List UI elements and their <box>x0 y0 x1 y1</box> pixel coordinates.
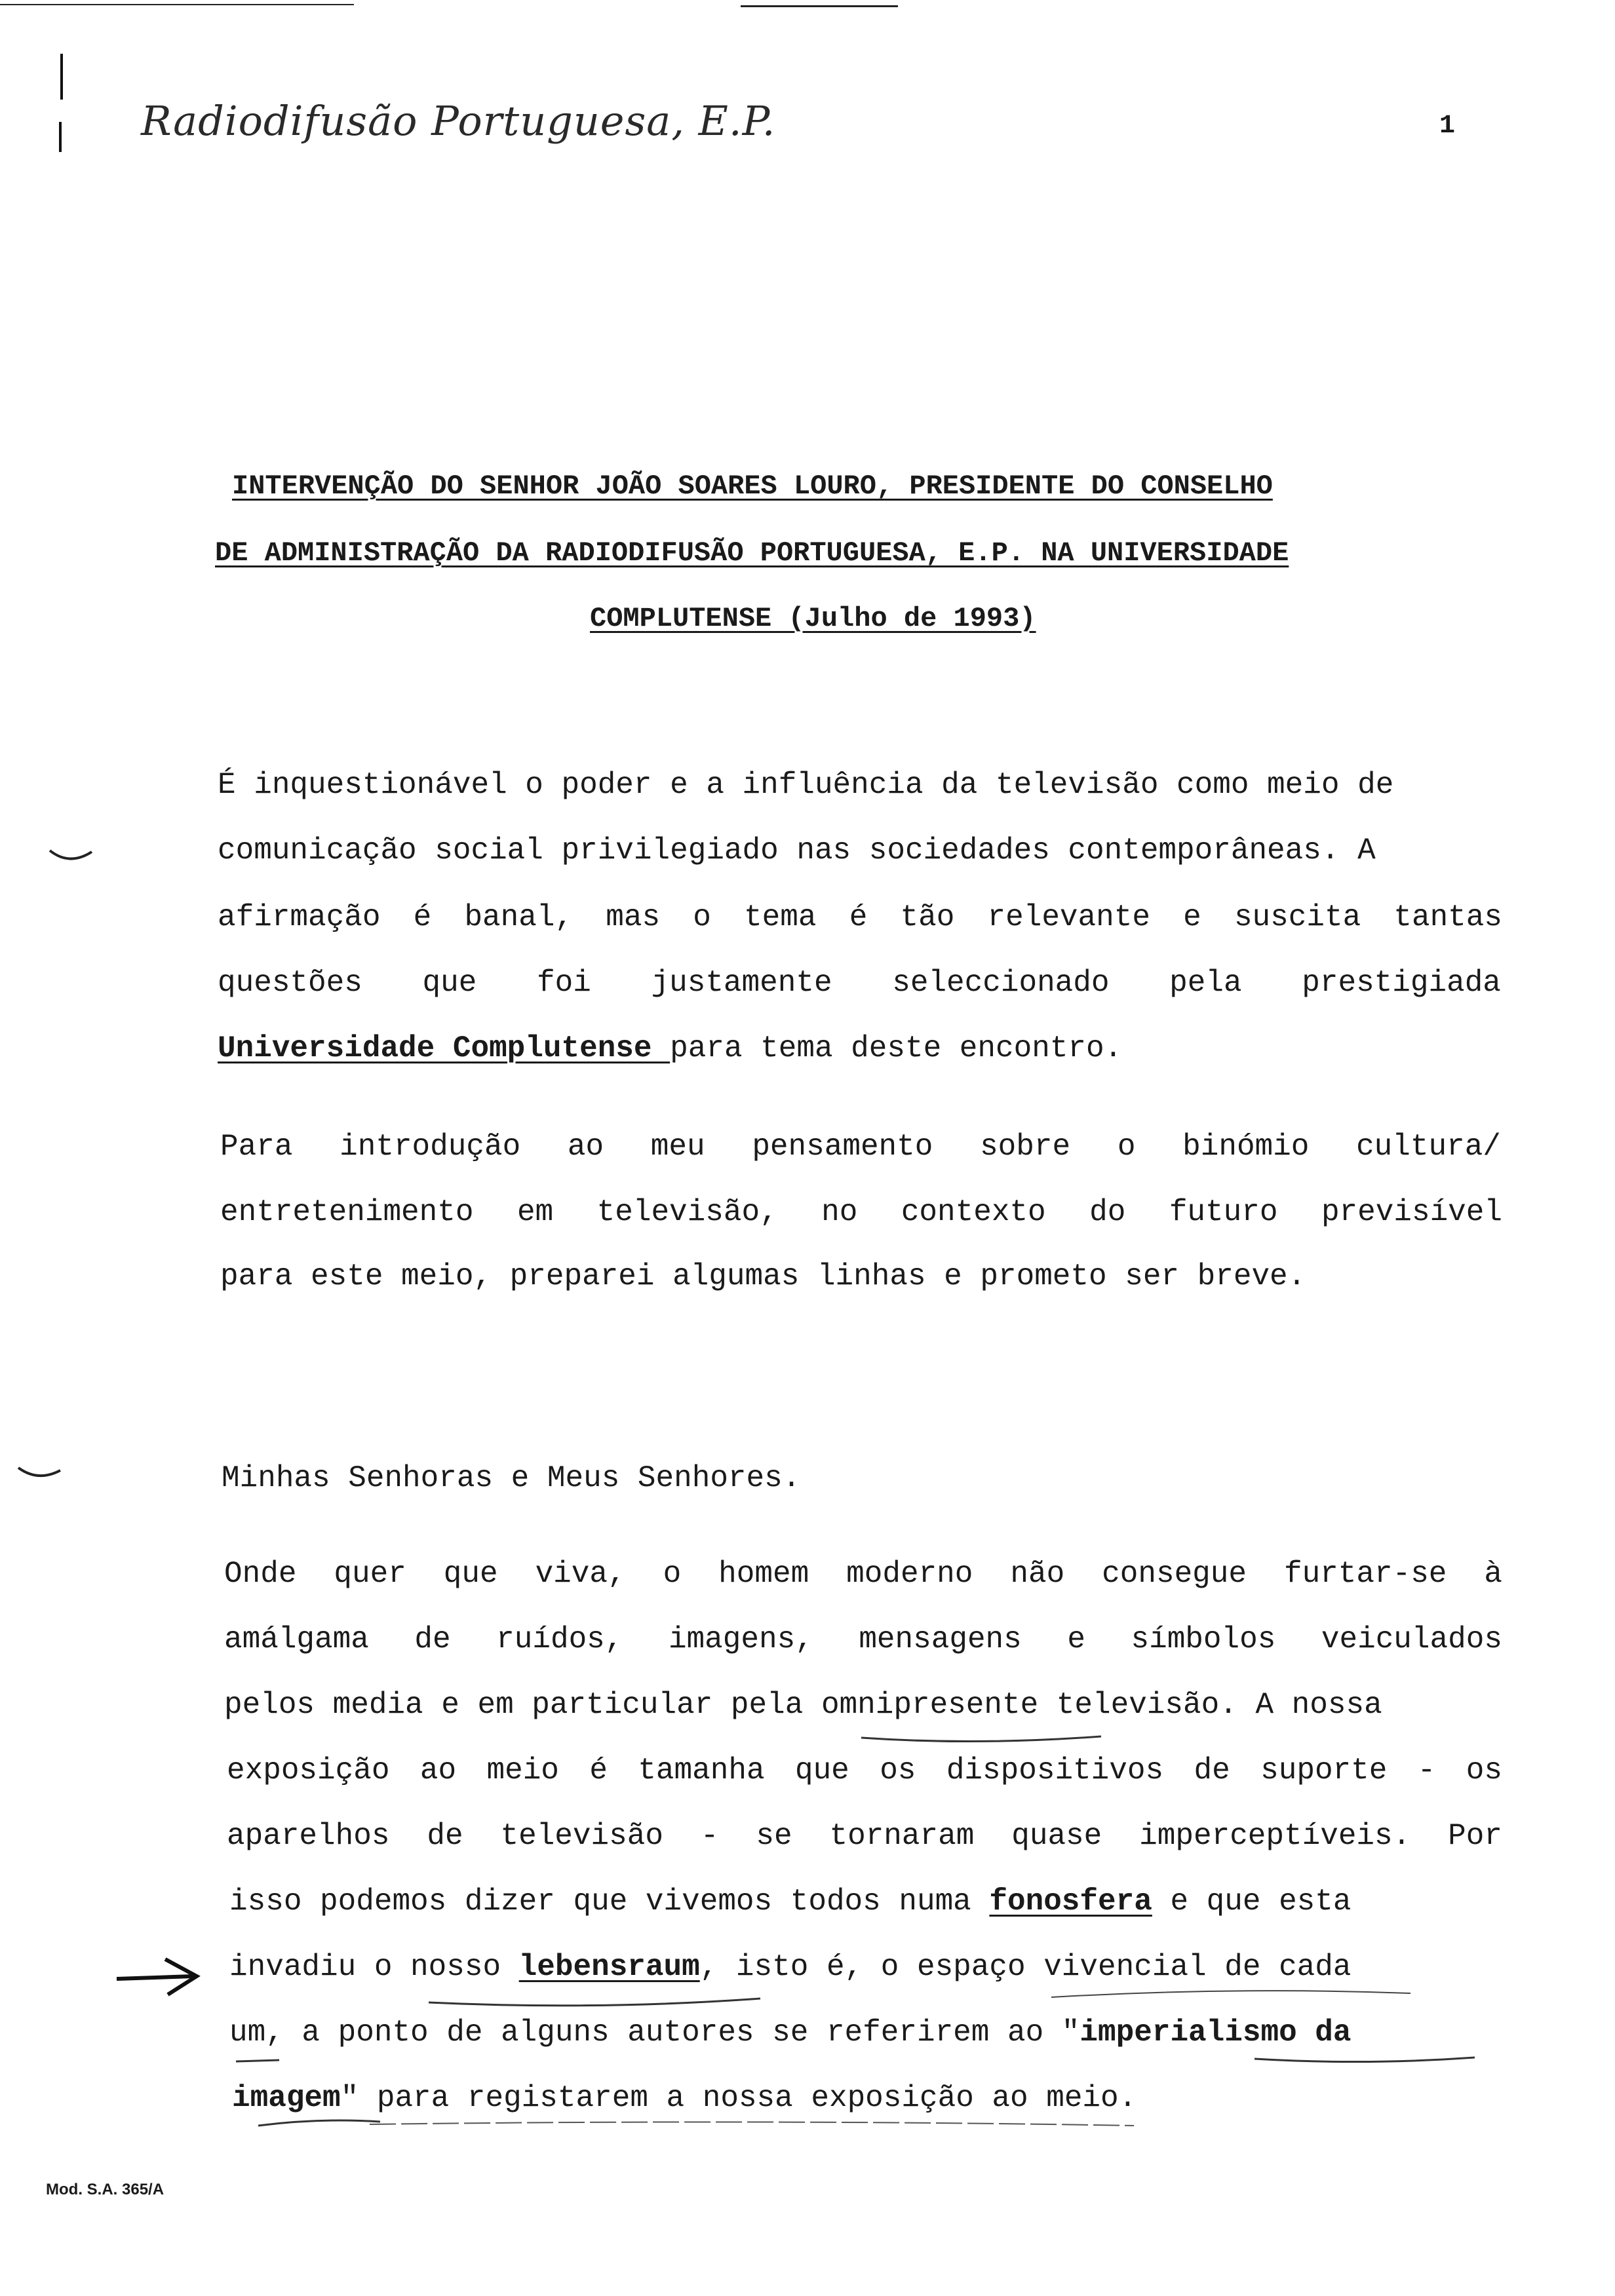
word: exposição <box>227 1753 390 1788</box>
word: consegue <box>1102 1557 1247 1591</box>
title-line-3: COMPLUTENSE (Julho de 1993) <box>590 603 1036 634</box>
word: binómio <box>1182 1130 1310 1164</box>
paragraph1-line-4 <box>218 966 1501 1000</box>
emphasis-fonosfera: fonosfera <box>989 1885 1152 1919</box>
handwritten-underline-omnipresente <box>859 1730 1108 1750</box>
paragraph1-line-2: comunicação social privilegiado nas sociedades contemporâneas. A <box>218 833 1376 868</box>
word: o <box>663 1557 682 1591</box>
word: se <box>756 1819 792 1853</box>
word: quer <box>334 1557 406 1591</box>
paragraph1-line-5 <box>218 1031 1122 1065</box>
word: amálgama <box>224 1622 369 1656</box>
word: previsível <box>1321 1195 1502 1229</box>
text: para tema deste encontro. <box>670 1031 1123 1065</box>
handwritten-underline-um <box>233 2055 286 2068</box>
margin-mark-top <box>60 54 63 100</box>
paragraph3-line-4 <box>227 1753 1502 1788</box>
word: meu <box>650 1130 705 1164</box>
handwritten-underline-nosso <box>426 1991 767 2017</box>
emphasis-lebensraum: lebensraum <box>518 1950 700 1984</box>
title-line-2: DE ADMINISTRAÇÃO DA RADIODIFUSÃO PORTUGUESA, E.P. NA UNIVERSIDADE <box>215 537 1289 569</box>
word: televisão, <box>596 1195 778 1229</box>
word: justamente <box>651 966 832 1000</box>
word: é <box>589 1753 608 1788</box>
handwritten-underline-espaco-vivencial <box>1049 1984 1416 2004</box>
page-number: 1 <box>1439 111 1456 141</box>
emphasis-imperialismo-da: imperialismo da <box>1080 2016 1352 2050</box>
word: que <box>443 1557 498 1591</box>
word: televisão <box>500 1819 663 1853</box>
word: tornaram <box>829 1819 975 1853</box>
word: que <box>794 1753 849 1788</box>
word: suporte <box>1260 1753 1388 1788</box>
paragraph3-line-8 <box>229 2016 1352 2050</box>
salutation: Minhas Senhoras e Meus Senhores. <box>222 1461 801 1495</box>
paragraph3-line-9 <box>232 2081 1137 2115</box>
word: contexto <box>901 1195 1046 1229</box>
handwritten-underline-imperialismo <box>1252 2051 1481 2071</box>
word: dispositivos <box>946 1753 1164 1788</box>
paragraph1-line-3: afirmação é banal, mas o tema é tão relevante e suscita tantas <box>218 900 1502 934</box>
word: sobre <box>980 1130 1071 1164</box>
paragraph1-line-1: É inquestionável o poder e a influência da televisão como meio de <box>218 768 1394 802</box>
word: moderno <box>846 1557 973 1591</box>
word: - <box>700 1819 719 1853</box>
word: Por <box>1448 1819 1502 1853</box>
word: o <box>1117 1130 1136 1164</box>
word: no <box>821 1195 858 1229</box>
word: seleccionado <box>892 966 1110 1000</box>
paragraph3-line-7 <box>229 1950 1351 1984</box>
margin-arrow-icon <box>113 1954 204 2000</box>
margin-tick-mark-1 <box>46 845 98 871</box>
paragraph3-line-6 <box>229 1885 1352 1919</box>
word: entretenimento <box>220 1195 474 1229</box>
title-line-1: INTERVENÇÃO DO SENHOR JOÃO SOARES LOURO, PRESIDENTE DO CONSELHO <box>232 470 1273 502</box>
paragraph3-line-3: pelos media e em particular pela omnipresente televisão. A nossa <box>224 1688 1382 1722</box>
word: quase <box>1011 1819 1102 1853</box>
text: invadiu o nosso <box>229 1950 519 1984</box>
word: símbolos <box>1131 1622 1276 1656</box>
word: Onde <box>224 1557 297 1591</box>
paragraph3-line-5 <box>227 1819 1502 1853</box>
word: os <box>880 1753 916 1788</box>
word: os <box>1466 1753 1502 1788</box>
word: de <box>1194 1753 1230 1788</box>
word: mensagens <box>859 1622 1022 1656</box>
emphasis-imagem: imagem <box>232 2081 341 2115</box>
paragraph3-line-1 <box>224 1557 1502 1591</box>
emphasis-universidade-complutense: Universidade Complutense <box>218 1031 671 1065</box>
handwritten-underline-registarem <box>367 2115 1140 2135</box>
word: que <box>422 966 477 1000</box>
word: pela <box>1169 966 1242 1000</box>
word: ao <box>567 1130 604 1164</box>
word: questões <box>218 966 362 1000</box>
form-code: Mod. S.A. 365/A <box>46 2181 165 2198</box>
paragraph2-line-1 <box>220 1130 1501 1164</box>
text: e que esta <box>1152 1885 1352 1919</box>
word: aparelhos <box>227 1819 390 1853</box>
word: em <box>516 1195 554 1229</box>
word: Para <box>220 1130 293 1164</box>
word: cultura/ <box>1356 1130 1501 1164</box>
word: furtar-se <box>1283 1557 1447 1591</box>
word: tamanha <box>638 1753 765 1788</box>
word: meio <box>486 1753 559 1788</box>
paragraph2-line-3: para este meio, preparei algumas linhas e prometo ser breve. <box>220 1259 1306 1293</box>
word: e <box>1067 1622 1085 1656</box>
scan-top-line-right <box>741 5 898 7</box>
word: não <box>1010 1557 1065 1591</box>
word: ao <box>419 1753 457 1788</box>
word: foi <box>537 966 591 1000</box>
word: futuro <box>1169 1195 1278 1229</box>
word: imperceptíveis. <box>1139 1819 1411 1853</box>
word: introdução <box>340 1130 521 1164</box>
paragraph2-line-2 <box>220 1195 1502 1229</box>
word: pensamento <box>752 1130 933 1164</box>
word: de <box>427 1819 463 1853</box>
word: de <box>414 1622 451 1656</box>
margin-tick-mark-2 <box>14 1463 67 1489</box>
word: prestigiada <box>1302 966 1501 1000</box>
paragraph3-line-2 <box>224 1622 1502 1656</box>
margin-mark-bottom <box>59 122 62 152</box>
text: , isto é, o espaço vivencial de cada <box>699 1950 1352 1984</box>
word: - <box>1417 1753 1436 1788</box>
text: um, a ponto de alguns autores se referirem ao " <box>229 2016 1080 2050</box>
text: " para registarem a nossa exposição ao meio. <box>340 2081 1137 2115</box>
word: homem <box>718 1557 809 1591</box>
text: isso podemos dizer que vivemos todos numa <box>229 1885 990 1919</box>
word: veiculados <box>1321 1622 1502 1656</box>
scan-top-line-left <box>0 4 354 5</box>
word: imagens, <box>668 1622 813 1656</box>
word: à <box>1484 1557 1502 1591</box>
word: viva, <box>535 1557 626 1591</box>
letterhead: Radiodifusão Portuguesa, E.P. <box>141 97 776 145</box>
word: ruídos, <box>496 1622 623 1656</box>
word: do <box>1089 1195 1126 1229</box>
